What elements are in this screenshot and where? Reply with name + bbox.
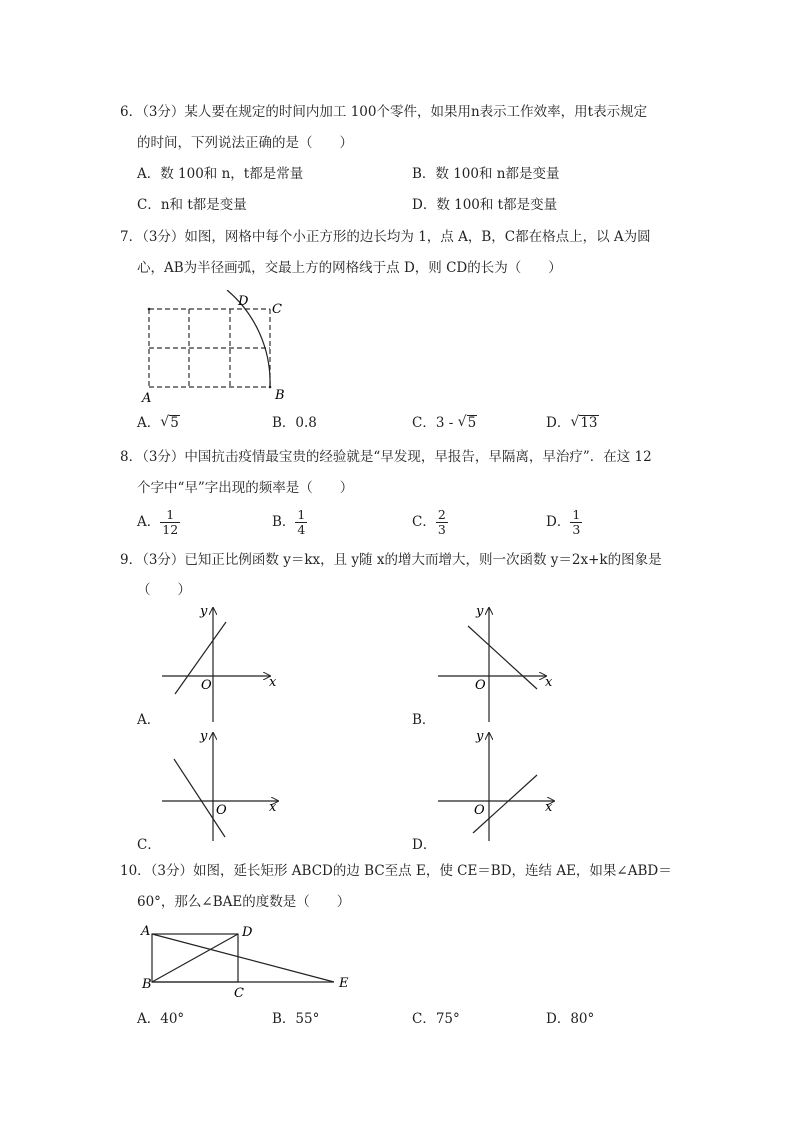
- q9c-y-label: y: [200, 729, 208, 744]
- q8-line1: 8．（3分）中国抗击疫情最宝贵的经验就是“早发现，早报告，早隔离，早治疗”．在这 12: [120, 449, 652, 465]
- q10-label-b: B: [142, 977, 152, 992]
- q6-option-d[interactable]: D．数 100和 t都是变量: [412, 197, 558, 213]
- q9a-origin-label: O: [201, 678, 212, 693]
- q7-option-b[interactable]: B．0.8: [272, 415, 317, 431]
- q8-option-b[interactable]: B． $\frac{1}{4}$: [272, 507, 306, 537]
- q7-grid-figure: [138, 290, 298, 410]
- q9a-x-label: x: [269, 675, 277, 690]
- q8-line2: 个字中“早”字出现的频率是（ ）: [137, 480, 354, 496]
- q7-line1: 7．（3分）如图，网格中每个小正方形的边长均为 1，点 A，B，C都在格点上，以 A为圆: [120, 229, 651, 245]
- q6-option-a[interactable]: A．数 100和 n，t都是常量: [137, 166, 304, 182]
- q9-option-c[interactable]: C．: [137, 837, 161, 853]
- q9a-y-label: y: [200, 604, 208, 619]
- q9b-x-label: x: [545, 675, 553, 690]
- q9c-x-label: x: [269, 800, 277, 815]
- q7-line2: 心，AB为半径画弧，交最上方的网格线于点 D，则 CD的长为（ ）: [137, 260, 562, 276]
- q9-graph-b: [436, 602, 561, 728]
- q7-label-b: B: [275, 388, 285, 403]
- q7-option-c[interactable]: C．3 - √ 5: [412, 414, 477, 431]
- q10-line2: 60°，那么∠BAE的度数是（ ）: [137, 894, 351, 910]
- q8-option-a[interactable]: A． $\frac{1}{12}$: [137, 507, 179, 537]
- q9-line2: （ ）: [137, 582, 191, 598]
- q10-label-e: E: [339, 976, 349, 991]
- q6-option-c[interactable]: C．n和 t都是变量: [137, 197, 247, 213]
- q9-line1: 9．（3分）已知正比例函数 y＝kx，且 y随 x的增大而增大，则一次函数 y＝2x+k的图象是: [120, 552, 662, 568]
- q6-line1: 6．（3分）某人要在规定的时间内加工 100个零件，如果用n表示工作效率，用t表示规定: [120, 104, 648, 120]
- q10-line1: 10．（3分）如图，延长矩形 ABCD的边 BC至点 E，使 CE＝BD，连结 AE，如果∠ABD＝: [120, 863, 672, 879]
- q7-option-d[interactable]: D． √ 13: [546, 414, 598, 431]
- q7-label-d: D: [238, 294, 249, 309]
- q10-label-a: A: [141, 924, 151, 939]
- q7-label-a: A: [142, 391, 152, 406]
- q10-option-a[interactable]: A．40°: [137, 1011, 185, 1027]
- q9b-origin-label: O: [475, 678, 486, 693]
- q9-graph-c: [160, 727, 285, 847]
- q7-label-c: C: [272, 302, 282, 317]
- q10-option-b[interactable]: B．55°: [272, 1011, 320, 1027]
- q7-option-a[interactable]: A． √ 5: [137, 414, 179, 431]
- q9b-y-label: y: [476, 604, 484, 619]
- q9-option-d[interactable]: D．: [412, 837, 437, 853]
- q9c-origin-label: O: [216, 803, 227, 818]
- q10-option-c[interactable]: C．75°: [412, 1011, 460, 1027]
- q9-graph-a: [160, 602, 285, 728]
- q10-label-d: D: [242, 925, 253, 940]
- q8-option-c[interactable]: C． $\frac{2}{3}$: [412, 507, 446, 537]
- q9-option-b[interactable]: B．: [412, 712, 436, 728]
- q10-rectangle-figure: [138, 920, 358, 1004]
- q9d-y-label: y: [476, 729, 484, 744]
- q9-graph-d: [436, 727, 561, 847]
- q9-option-a[interactable]: A．: [137, 712, 161, 728]
- q6-option-b[interactable]: B．数 100和 n都是变量: [412, 166, 560, 182]
- q9d-x-label: x: [545, 800, 553, 815]
- q8-option-d[interactable]: D． $\frac{1}{3}$: [546, 507, 581, 537]
- q9d-origin-label: O: [474, 803, 485, 818]
- q6-line2: 的时间，下列说法正确的是（ ）: [137, 135, 353, 151]
- q10-label-c: C: [234, 986, 244, 1000]
- q10-option-d[interactable]: D．80°: [546, 1011, 595, 1027]
